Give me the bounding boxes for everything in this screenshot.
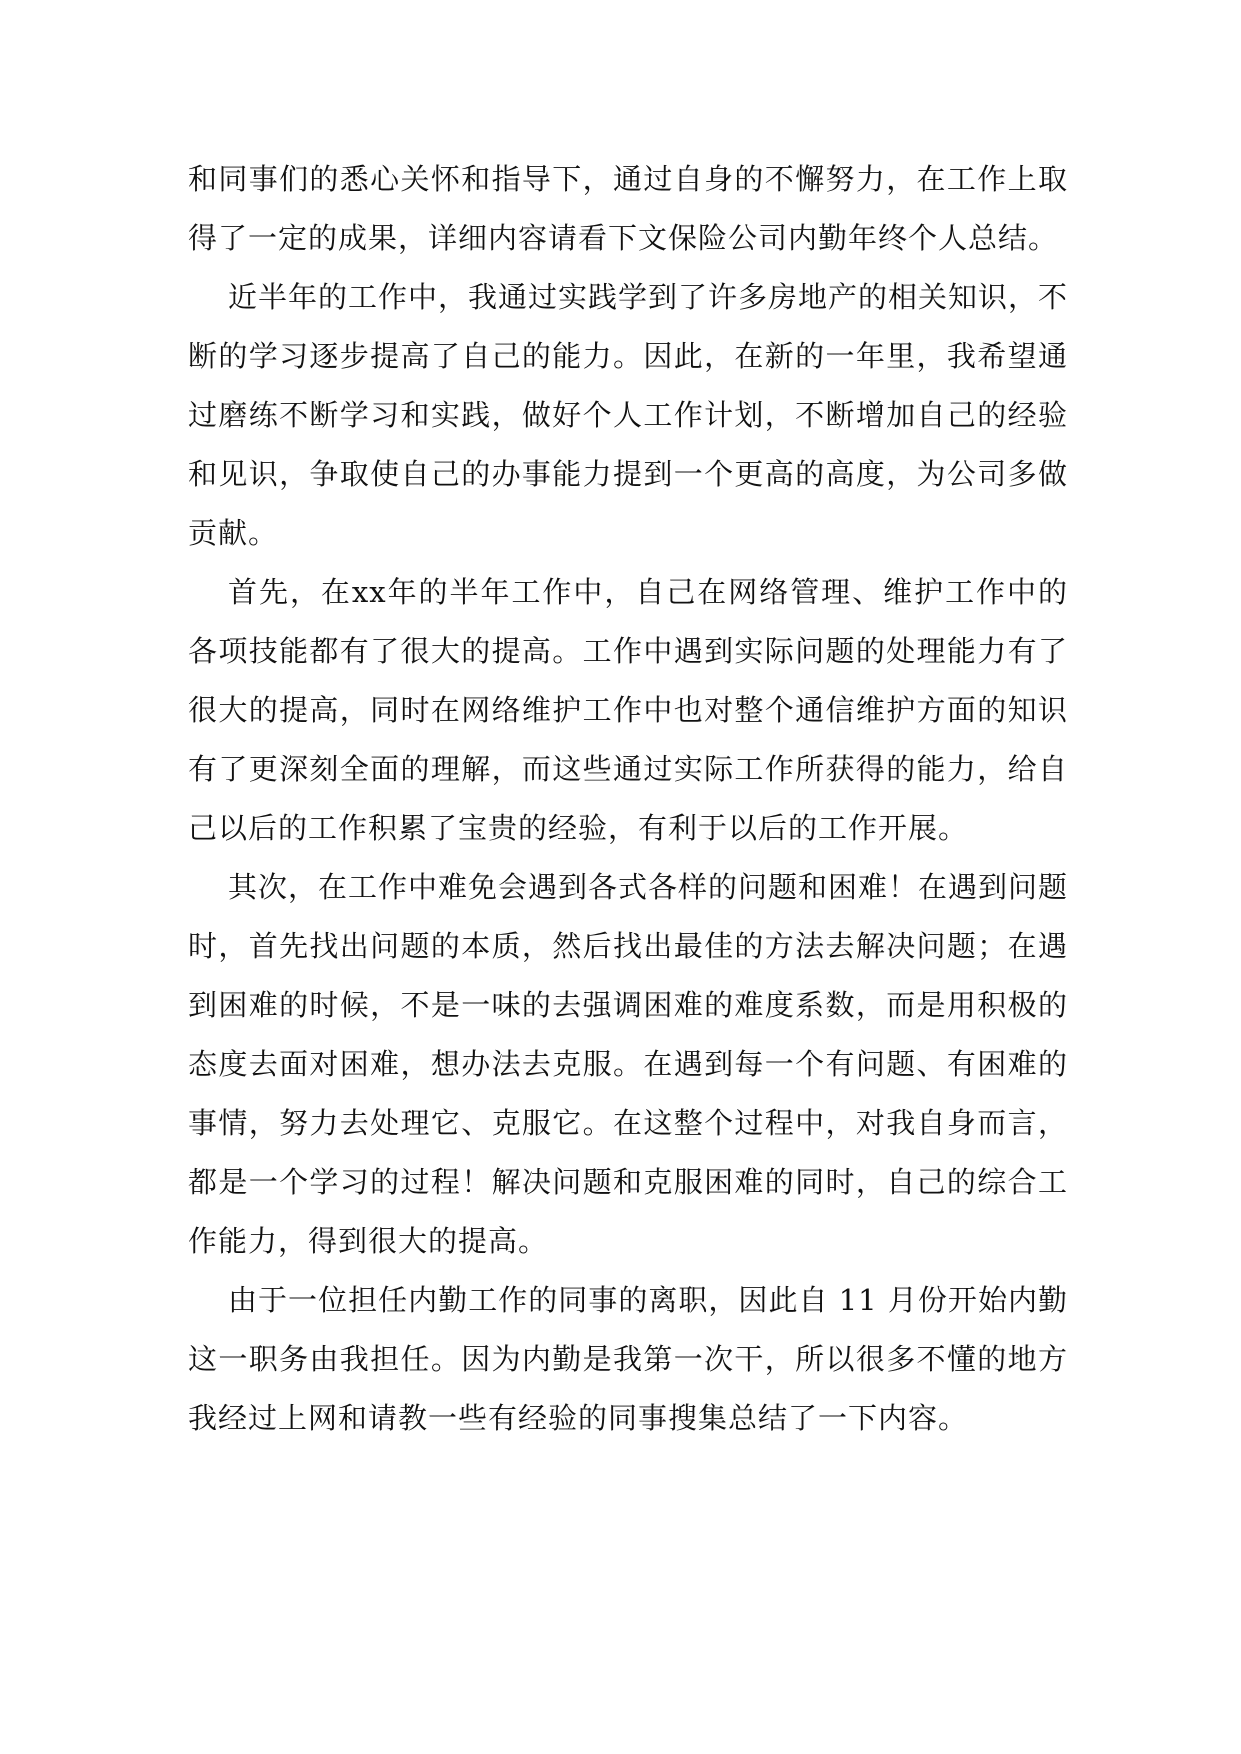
paragraph-5: 由于一位担任内勤工作的同事的离职，因此自 11 月份开始内勤这一职务由我担任。因为内勤是我第一次干，所以很多不懂的地方我经过上网和请教一些有经验的同事搜集总结了一下内容。	[188, 1283, 1068, 1435]
paragraph-2: 近半年的工作中，我通过实践学到了许多房地产的相关知识，不断的学习逐步提高了自己的能力。因此，在新的一年里，我希望通过磨练不断学习和实践，做好个人工作计划，不断增加自己的经验和见识，争取使自己的办事能力提到一个更高的高度，为公司多做贡献。	[188, 280, 1069, 550]
document-body	[188, 150, 1068, 1448]
paragraph-4: 其次，在工作中难免会遇到各式各样的问题和困难！在遇到问题时，首先找出问题的本质，然后找出最佳的方法去解决问题；在遇到困难的时候，不是一味的去强调困难的难度系数，而是用积极的态度去面对困难，想办法去克服。在遇到每一个有问题、有困难的事情，努力去处理它、克服它。在这整个过程中，对我自身而言，都是一个学习的过程！解决问题和克服困难的同时，自己的综合工作能力，得到很大的提高。	[188, 870, 1069, 1258]
paragraph-3: 首先，在xx年的半年工作中，自己在网络管理、维护工作中的各项技能都有了很大的提高。工作中遇到实际问题的处理能力有了很大的提高，同时在网络维护工作中也对整个通信维护方面的知识有了更深刻全面的理解，而这些通过实际工作所获得的能力，给自己以后的工作积累了宝贵的经验，有利于以后的工作开展。	[188, 575, 1068, 845]
paragraph-1: 和同事们的悉心关怀和指导下，通过自身的不懈努力，在工作上取得了一定的成果，详细内容请看下文保险公司内勤年终个人总结。	[188, 162, 1068, 255]
